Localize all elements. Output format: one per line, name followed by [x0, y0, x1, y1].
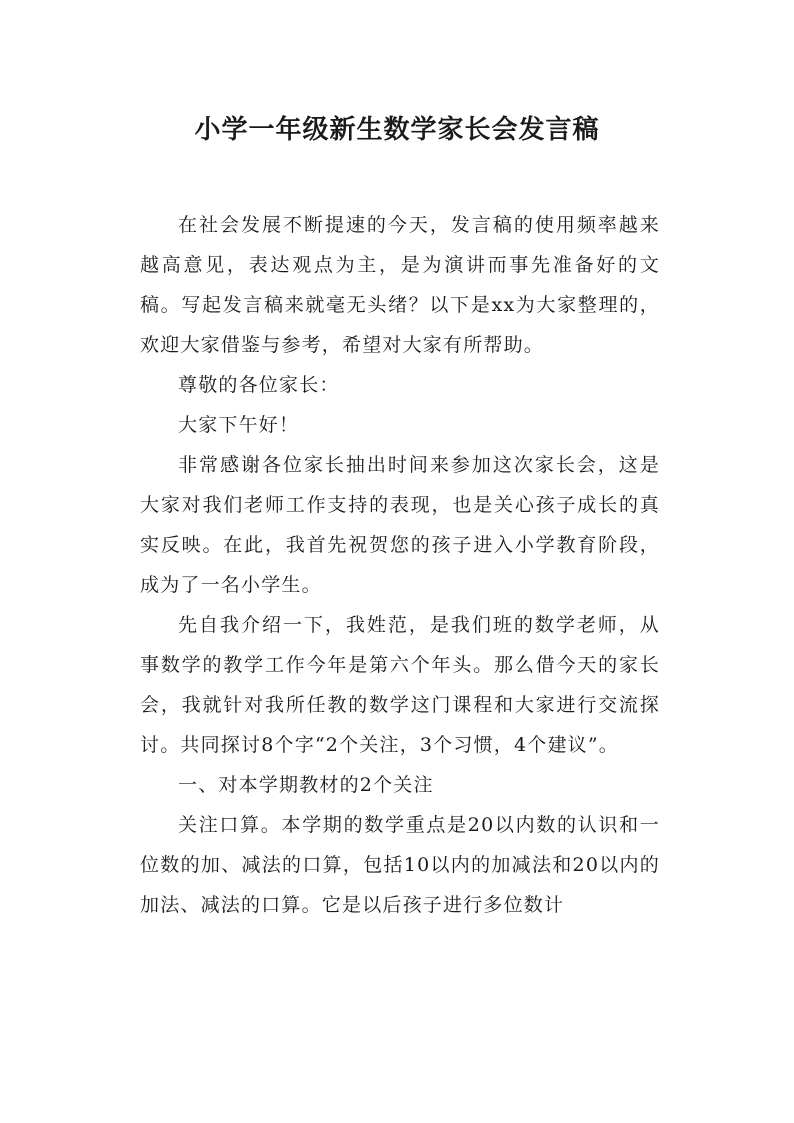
section-heading: 一、对本学期教材的2个关注 [178, 774, 434, 796]
paragraph-greeting: 大家下午好！ [178, 414, 300, 436]
paragraph-salutation: 尊敬的各位家长： [178, 374, 340, 396]
paragraph-intro: 在社会发展不断提速的今天，发言稿的使用频率越来越高意见，表达观点为主，是为演讲而事先准备好的文稿。写起发言稿来就毫无头绪？以下是xx为大家整理的，欢迎大家借鉴与参考，希望对大家有所帮助。 [140, 214, 660, 356]
paragraph-oral-calculation: 关注口算。本学期的数学重点是20以内数的认识和一位数的加、减法的口算，包括10以内的加减法和20以内的加法、减法的口算。它是以后孩子进行多位数计 [140, 814, 660, 916]
document-body [140, 205, 660, 925]
paragraph-thanks: 非常感谢各位家长抽出时间来参加这次家长会，这是大家对我们老师工作支持的表现，也是关心孩子成长的真实反映。在此，我首先祝贺您的孩子进入小学教育阶段，成为了一名小学生。 [140, 454, 660, 596]
paragraph-self-intro: 先自我介绍一下，我姓范，是我们班的数学老师，从事数学的教学工作今年是第六个年头。那么借今天的家长会，我就针对我所任教的数学这门课程和大家进行交流探讨。共同探讨8个字“2个关注，3个习惯，4个建议”。 [140, 614, 660, 756]
document-title: 小学一年级新生数学家长会发言稿 [194, 115, 600, 145]
